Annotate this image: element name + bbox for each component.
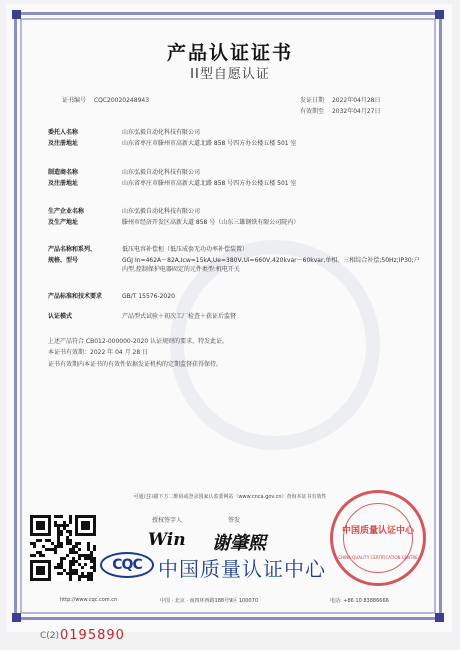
cert-number-label: 证书编号 — [62, 97, 87, 104]
signature-2: 谢肇熙 — [212, 533, 266, 554]
note-line: 证书有效期内本证书的有效性依据发证机构的定期监督获得保持。 — [48, 360, 223, 368]
valid-until-label: 有效期至 — [300, 108, 325, 115]
field-value: 产品型式试验＋初次工厂检查＋获证后监督 — [122, 313, 237, 320]
valid-until-value: 2032年04月27日 — [331, 108, 381, 115]
field-value: 山东省枣庄市滕州市高新大道北路 858 号四方办公楼五楼 501 室 — [122, 140, 297, 147]
corner-ornament-top-right — [435, 10, 444, 19]
field-label: 认证模式 — [48, 313, 73, 320]
seal-inner-ring — [343, 503, 413, 573]
corner-ornament-bottom-right — [435, 613, 444, 622]
corner-ornament-top-left — [12, 10, 21, 19]
field-label: 产品标准和技术要求 — [48, 293, 103, 300]
note-line: 本证书有效期：2022 年 04 月 28 日 — [48, 349, 149, 357]
field-label: 及生产地址 — [48, 219, 79, 226]
signature-1: Win — [148, 530, 186, 550]
field-value: 滕州市经济开发区高新大道 858 号（山东三雄钢铁有限公司院内） — [122, 219, 300, 226]
field-label: 制造商名称 — [48, 169, 79, 176]
authorized-signer-label: 授权签字人 — [152, 517, 183, 524]
cqc-logo — [100, 552, 154, 578]
field-label: 生产企业名称 — [48, 208, 85, 215]
note-line: 上述产品符合 CB012-000000-2020 认证规则的要求，特发此证。 — [48, 338, 229, 345]
certificate-title: 产品认证证书 — [166, 42, 293, 64]
issuer-sign-label: 签发 — [228, 517, 241, 524]
certificate-notes — [48, 336, 418, 370]
footer-address: 中国 · 北京 · 南四环西路188号9区 100070 — [160, 598, 258, 604]
serial-prefix: C(2) — [40, 631, 60, 641]
qr-code[interactable] — [30, 515, 96, 581]
footer-website: http://www.cqc.com.cn — [60, 597, 118, 603]
cert-number-row — [62, 96, 149, 105]
official-seal — [330, 490, 426, 586]
cqc-logo-text: CQC — [112, 557, 142, 573]
certificate-subtitle: II型自愿认证 — [190, 67, 270, 82]
field-value: GB/T 15576-2020 — [122, 293, 175, 300]
field-value: 山东省枣庄市滕州市高新大道北路 858 号四方办公楼五楼 501 室 — [122, 180, 297, 187]
field-label: 及注册地址 — [48, 180, 79, 187]
footer-fax: 电话: +86 10 83886666 — [330, 598, 389, 604]
field-label: 产品名称和系列、 — [48, 246, 97, 253]
seal-text-en: CHINA QUALITY CERTIFICATION CENTRE — [338, 555, 418, 560]
issue-date-row — [300, 96, 380, 105]
field-value: GGJ In=462A～82A,Icw=15kA,Ue=380V,Ui=660V,420kvar～60kvar,单相、三相综合补偿;50Hz;IP30;户内型,控制保护电器固定的元件类型:机电开关 — [122, 257, 420, 274]
cert-number-value: CQC20020248943 — [93, 97, 150, 104]
issue-date-label: 发证日期 — [300, 97, 325, 104]
field-value: 山东弘毅自动化科技有限公司 — [122, 208, 201, 215]
corner-ornament-bottom-left — [12, 613, 21, 622]
field-label: 及注册地址 — [48, 140, 79, 147]
field-value: 山东弘毅自动化科技有限公司 — [122, 129, 201, 136]
field-value: 低压电容补偿柜（低压成套无功功率补偿装置） — [122, 246, 249, 253]
issuer-name: 中国质量认证中心 — [158, 557, 326, 581]
field-label: 委托人名称 — [48, 129, 79, 136]
valid-until-row — [300, 107, 380, 116]
issue-date-value: 2022年04月28日 — [331, 97, 381, 104]
verify-note: 可通过扫描下方二维码或登录国家认监委网站（www.cnca.gov.cn）查询本证书有效性 — [133, 494, 327, 500]
serial-number: 0195890 — [60, 628, 125, 643]
field-value: 山东弘毅自动化科技有限公司 — [122, 169, 201, 176]
field-label: 规格、型号 — [48, 257, 79, 264]
seal-text-cn: 中国质量认证中心 — [341, 526, 414, 536]
